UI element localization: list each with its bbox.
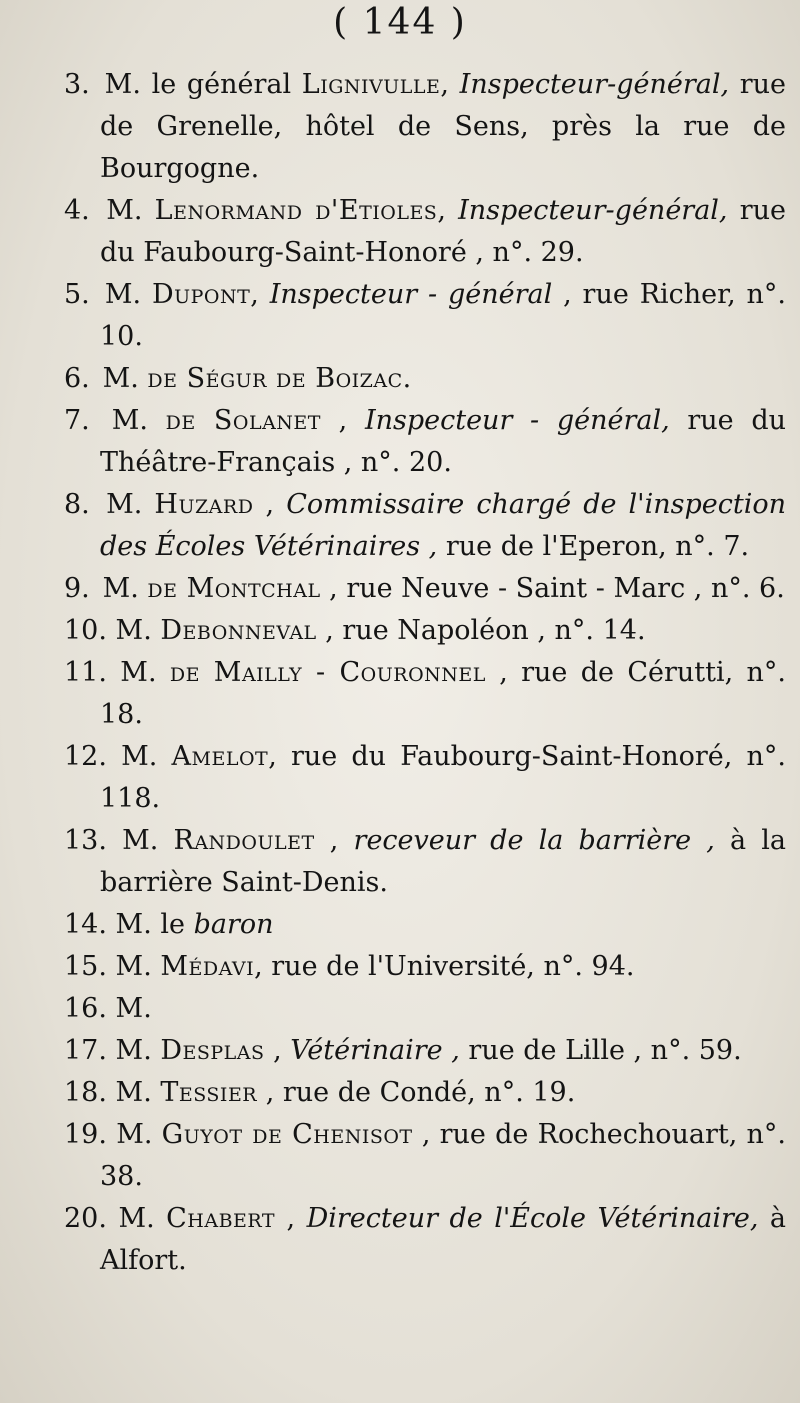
list-item <box>64 64 786 190</box>
list-item <box>64 1072 786 1114</box>
entry-separator: , <box>264 1035 291 1066</box>
list-item <box>64 190 786 274</box>
entry-separator: , <box>485 657 522 688</box>
entry-prefix: M. <box>122 825 174 856</box>
entry-separator: , <box>254 951 272 982</box>
entry-prefix: M. <box>118 1203 167 1234</box>
entry-role: Directeur de l'École Vétérinaire, <box>306 1203 759 1234</box>
entry-list <box>64 64 786 1282</box>
entry-separator: , <box>320 405 365 436</box>
entry-address: rue de Cérutti, n°. 18. <box>100 657 786 730</box>
entry-role: baron <box>193 909 274 940</box>
entry-name: de Ségur de Boizac. <box>147 363 412 394</box>
entry-name: Dupont <box>151 279 251 310</box>
entry-prefix: M. le <box>115 909 194 940</box>
entry-number: 3. <box>64 69 90 100</box>
entry-role: Inspecteur-général, <box>458 195 728 226</box>
entry-prefix: M. <box>120 657 170 688</box>
entry-role: Inspecteur-général, <box>459 69 730 100</box>
entry-number: 10. <box>64 615 107 646</box>
entry-address: rue de l'Université, n°. 94. <box>271 951 635 982</box>
entry-prefix: M. <box>115 993 152 1024</box>
entry-separator: , <box>253 489 287 520</box>
entry-number: 15. <box>64 951 107 982</box>
entry-name: Tessier <box>160 1077 258 1108</box>
entry-prefix: M. <box>116 1119 162 1150</box>
entry-separator: , <box>320 573 347 604</box>
entry-prefix: M. <box>104 279 152 310</box>
entry-number: 16. <box>64 993 107 1024</box>
entry-number: 19. <box>64 1119 107 1150</box>
list-item <box>64 274 786 358</box>
entry-address: rue Neuve - Saint - Marc , n°. 6. <box>346 573 785 604</box>
entry-name: Lenormand d'Etioles <box>154 195 438 226</box>
entry-address: rue de l'Eperon, n°. 7. <box>437 531 750 562</box>
entry-number: 14. <box>64 909 107 940</box>
entry-address: à la barrière Saint-Denis. <box>100 825 787 898</box>
list-item <box>64 358 786 400</box>
list-item <box>64 820 786 904</box>
entry-separator: , <box>316 615 343 646</box>
entry-address: , rue Richer, n°. 10. <box>100 279 786 352</box>
entry-prefix: M. <box>102 363 148 394</box>
entry-address: à Alfort. <box>100 1203 786 1276</box>
list-item <box>64 484 786 568</box>
entry-address: rue de Rochechouart, n°. 38. <box>100 1119 787 1192</box>
entry-name: Randoulet <box>173 825 315 856</box>
entry-address: rue de Grenelle, hôtel de Sens, près la rue de Bourgogne. <box>100 69 787 184</box>
entry-name: Debonneval <box>160 615 317 646</box>
entry-address: rue Napoléon , n°. 14. <box>342 615 646 646</box>
list-item <box>64 568 786 610</box>
entry-name: Huzard <box>154 489 254 520</box>
entry-name: Desplas <box>160 1035 265 1066</box>
entry-address: rue de Condé, n°. 19. <box>282 1077 576 1108</box>
entry-name: Lignivulle <box>301 69 441 100</box>
entry-address: rue du Faubourg-Saint-Honoré, n°. 118. <box>100 741 786 814</box>
entry-prefix: M. le général <box>104 69 302 100</box>
entry-name: Guyot de Chenisot <box>161 1119 413 1150</box>
list-item <box>64 904 786 946</box>
entry-address: rue du Théâtre-Français , n°. 20. <box>100 405 787 478</box>
entry-role: receveur de la barrière , <box>353 825 715 856</box>
list-item <box>64 400 786 484</box>
entry-number: 5. <box>64 279 90 310</box>
list-item <box>64 736 786 820</box>
list-item <box>64 1114 786 1198</box>
list-item <box>64 1198 786 1282</box>
list-item <box>64 610 786 652</box>
list-item <box>64 1030 786 1072</box>
entry-prefix: M. <box>115 951 161 982</box>
entry-separator: , <box>268 741 291 772</box>
entry-role: Commissaire chargé de l'inspection des Écoles Vétérinaires , <box>100 489 787 562</box>
entry-number: 17. <box>64 1035 107 1066</box>
entry-number: 11. <box>64 657 107 688</box>
entry-number: 7. <box>64 405 90 436</box>
entry-address: rue du Faubourg-Saint-Honoré , n°. 29. <box>100 195 787 268</box>
entry-name: de Solanet <box>165 405 321 436</box>
entry-prefix: M. <box>115 1035 161 1066</box>
entry-name: Médavi <box>160 951 255 982</box>
entry-prefix: M. <box>115 1077 161 1108</box>
entry-address: rue de Lille , n°. 59. <box>459 1035 742 1066</box>
entry-separator: , <box>250 279 270 310</box>
entry-number: 6. <box>64 363 90 394</box>
entry-name: de Mailly - Couronnel <box>169 657 486 688</box>
entry-role: Vétérinaire , <box>290 1035 460 1066</box>
entry-number: 9. <box>64 573 90 604</box>
entry-separator: , <box>275 1203 307 1234</box>
entry-separator: , <box>437 195 459 226</box>
entry-name: Chabert <box>166 1203 276 1234</box>
entry-number: 12. <box>64 741 107 772</box>
entry-number: 13. <box>64 825 107 856</box>
list-item <box>64 652 786 736</box>
page-number: ( 144 ) <box>333 2 467 43</box>
entry-number: 18. <box>64 1077 107 1108</box>
entry-name: Amelot <box>171 741 269 772</box>
entry-prefix: M. <box>102 573 148 604</box>
entry-separator: , <box>314 825 354 856</box>
entry-prefix: M. <box>121 741 172 772</box>
entry-number: 4. <box>64 195 90 226</box>
entry-prefix: M. <box>106 489 155 520</box>
entry-separator: , <box>412 1119 440 1150</box>
entry-prefix: M. <box>106 195 155 226</box>
list-item <box>64 946 786 988</box>
list-item <box>64 988 786 1030</box>
entry-separator: , <box>440 69 460 100</box>
entry-role: Inspecteur - général, <box>364 405 670 436</box>
entry-number: 8. <box>64 489 90 520</box>
entry-prefix: M. <box>115 615 161 646</box>
entry-prefix: M. <box>111 405 166 436</box>
entry-name: de Montchal <box>147 573 321 604</box>
entry-separator: , <box>257 1077 283 1108</box>
entry-number: 20. <box>64 1203 107 1234</box>
entry-role: Inspecteur - général <box>269 279 553 310</box>
